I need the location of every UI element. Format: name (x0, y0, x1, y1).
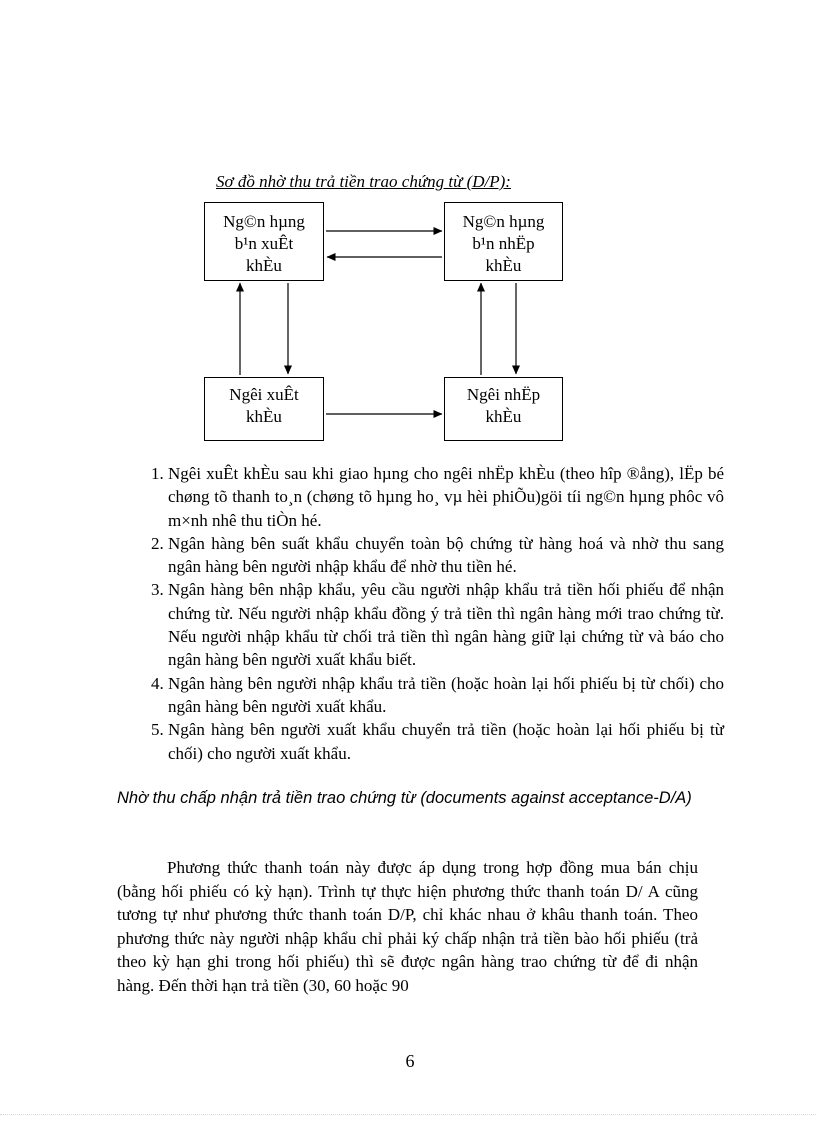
body-paragraph: Phương thức thanh toán này được áp dụng trong hợp đồng mua bán chịu (bằng hối phiếu có kỳ hạn). Trình tự thực hiện phương thức thanh toán D/ A cũng tương tự như phương thức thanh toán D/P, chỉ khác nhau ở khâu thanh toán. Theo phương thức này người nhập khẩu chỉ phải ký chấp nhận trả tiền bào hối phiếu (trả theo kỳ hạn ghi trong hối phiếu) thì sẽ được ngân hàng trao chứng từ để đi nhận hàng. Đến thời hạn trả tiền (30, 60 hoặc 90 (117, 858, 698, 995)
section-subheading: Nhờ thu chấp nhận trả tiền trao chứng từ (documents against acceptance-D/A) (117, 789, 692, 807)
box-line: Ng©n hµng (223, 212, 305, 231)
list-item: 1. Ngêi xuÊt khÈu sau khi giao hµng cho ngêi nhËp khÈu (theo hîp ®ång), lËp bé chøng tõ thanh to¸n (chøng tõ hµng ho¸ vµ hèi phiÕu)göi tíi ng©n hµng phôc vô m×nh nhê thu tiÒn hé. (168, 462, 724, 532)
box-line: khÈu (485, 256, 522, 275)
box-line: khÈu (246, 256, 282, 275)
box-line: b¹n nhËp (472, 234, 535, 253)
box-line: khÈu (485, 407, 522, 426)
list-item: 2. Ngân hàng bên suất khẩu chuyển toàn bộ chứng từ hàng hoá và nhờ thu sang ngân hàng bên người nhập khẩu để nhờ thu tiền hé. (168, 532, 724, 579)
box-line: b¹n xuÊt (234, 234, 294, 253)
list-item: 4. Ngân hàng bên người nhập khẩu trả tiền (hoặc hoàn lại hối phiếu bị từ chối) cho ngân hàng bên người xuất khẩu. (168, 672, 724, 719)
diagram-arrows (0, 0, 816, 460)
footer-divider (0, 1114, 816, 1115)
box-line: Ng©n hµng (462, 212, 545, 231)
page-number: 6 (405, 1051, 415, 1071)
diagram-title: Sơ đồ nhờ thu trả tiền trao chứng từ (D/P): (216, 172, 511, 191)
steps-list (140, 462, 724, 765)
box-line: Ngêi nhËp (466, 385, 541, 404)
list-item: 3. Ngân hàng bên nhập khẩu, yêu cầu người nhập khẩu trả tiền hối phiếu để nhận chứng từ. Nếu người nhập khẩu đồng ý trả tiền thì ngân hàng mới trao chứng từ. Nếu người nhập khẩu từ chối trả tiền thì ngân hàng giữ lại chứng từ và báo cho ngân hàng bên người xuất khẩu biết. (168, 578, 724, 671)
box-line: Ngêi xuÊt (229, 385, 299, 404)
list-item: 5. Ngân hàng bên người xuất khẩu chuyển trả tiền (hoặc hoàn lại hối phiếu bị từ chối) cho người xuất khẩu. (168, 718, 724, 765)
box-line: khÈu (246, 407, 282, 426)
